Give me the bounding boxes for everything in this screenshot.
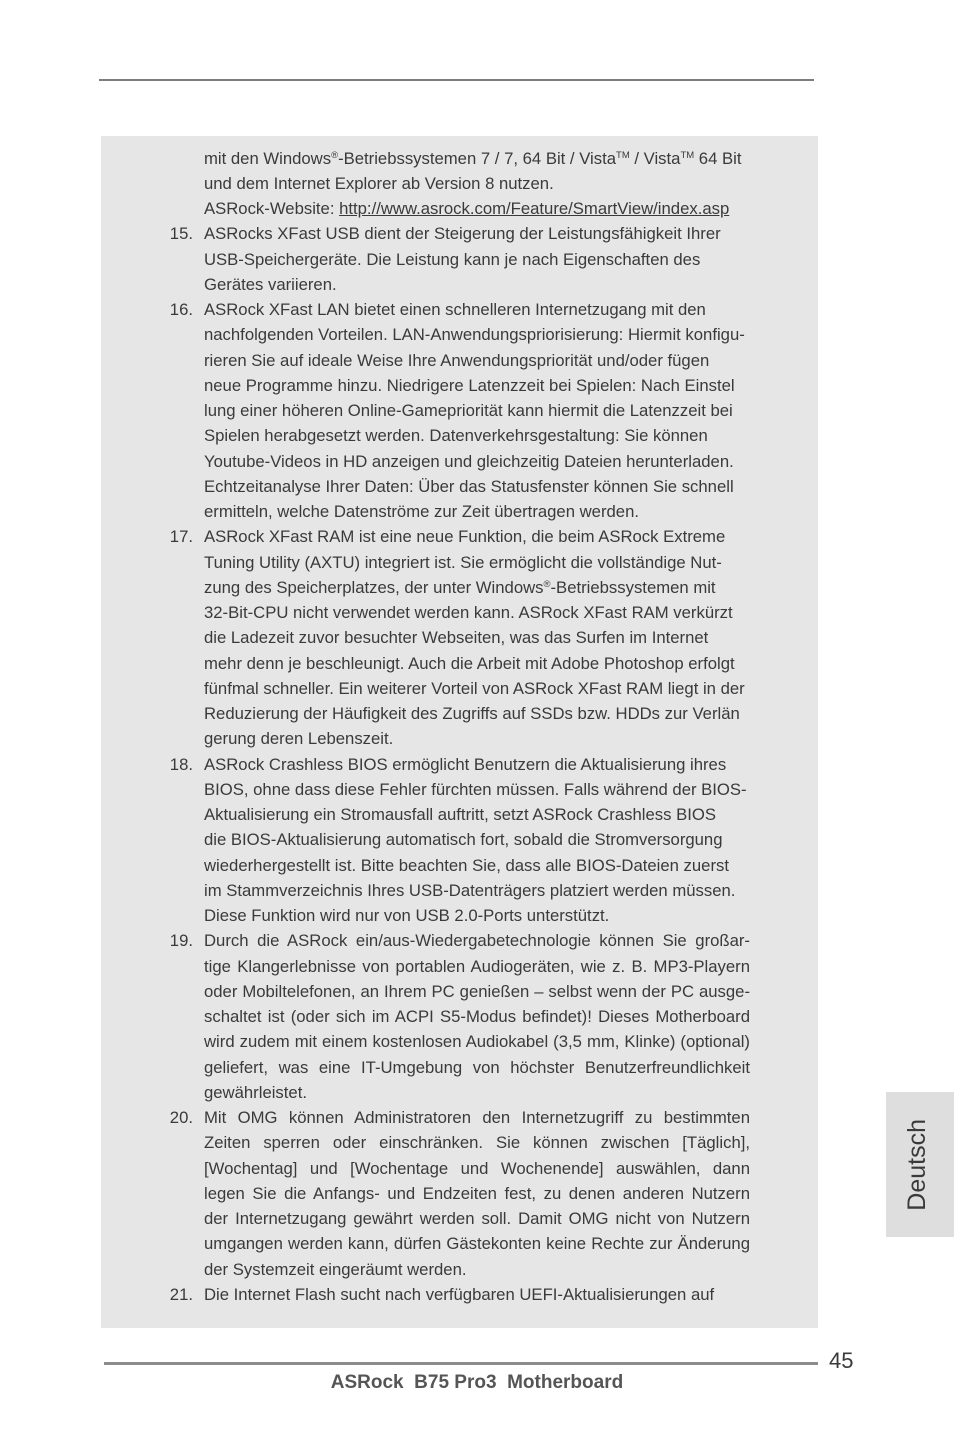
text-line xyxy=(204,928,750,953)
item-number: 18. xyxy=(169,754,193,774)
text-line xyxy=(204,979,750,1004)
text-line xyxy=(204,1080,750,1105)
text-line xyxy=(204,1029,750,1054)
list-item xyxy=(150,524,770,751)
trademark-mark: TM xyxy=(616,149,630,161)
list-item xyxy=(150,752,770,929)
content-panel xyxy=(101,136,818,1328)
text-run: im Stammverzeichnis Ihres USB-Datenträgers platziert werden müssen. xyxy=(204,880,736,900)
text-run: ASRock XFast LAN bietet einen schnelleren Internetzugang mit den xyxy=(204,300,706,319)
text-run: schaltet ist (oder sich im ACPI S5-Modus befindet)! Dieses Motherboard xyxy=(204,1007,750,1026)
text-line xyxy=(204,1231,750,1256)
text-line xyxy=(204,423,750,448)
item-number: 17. xyxy=(169,527,193,547)
item-text xyxy=(204,752,750,929)
text-line xyxy=(204,853,750,878)
text-run: BIOS, ohne dass diese Fehler fürchten müssen. Falls während der BIOS- xyxy=(204,779,747,799)
text-run: mit den Windows xyxy=(204,148,332,168)
text-line xyxy=(204,903,750,928)
text-line xyxy=(204,550,750,575)
text-line xyxy=(204,196,770,221)
text-line xyxy=(204,625,750,650)
text-run: oder Mobiltelefonen, an Ihrem PC genießen – selbst wenn der PC ausge- xyxy=(204,981,750,1001)
text-run: lung einer höheren Online-Gamepriorität kann hiermit die Latenzzeit bei xyxy=(204,401,733,420)
text-line xyxy=(204,322,750,347)
text-run: Aktualisierung ein Stromausfall auftritt, setzt ASRock Crashless BIOS xyxy=(204,805,716,824)
text-run: der Systemzeit eingeräumt werden. xyxy=(204,1259,467,1279)
text-run: Spielen herabgesetzt werden. Datenverkehrsgestaltung: Sie können xyxy=(204,426,708,446)
text-line xyxy=(204,171,770,196)
text-run: ASRocks XFast USB dient der Steigerung der Leistungsfähigkeit Ihrer xyxy=(204,224,721,244)
text-run: 32-Bit-CPU nicht verwendet werden kann. ASRock XFast RAM verkürzt xyxy=(204,603,733,622)
text-line xyxy=(204,600,750,625)
feature-list-content xyxy=(150,146,770,1308)
text-run: und dem Internet Explorer ab Version 8 nutzen. xyxy=(204,173,554,193)
text-run: ASRock XFast RAM ist eine neue Funktion, die beim ASRock Extreme xyxy=(204,527,726,547)
item-text xyxy=(204,928,750,1105)
text-line xyxy=(204,1257,750,1282)
text-run: Gerätes variieren. xyxy=(204,274,337,294)
text-line xyxy=(204,651,750,676)
text-line xyxy=(204,474,750,499)
text-line xyxy=(204,1004,750,1029)
text-run: die Ladezeit zuvor besuchter Webseiten, was das Surfen im Internet xyxy=(204,628,709,648)
text-run: tige Klangerlebnisse von portablen Audiogeräten, wie z. B. MP3-Playern xyxy=(204,956,750,976)
feature-list xyxy=(150,221,770,1307)
text-run: Durch die ASRock ein/aus-Wiedergabetechnologie können Sie großar- xyxy=(204,931,750,951)
item-text xyxy=(204,297,750,524)
trademark-mark: TM xyxy=(680,149,695,161)
text-run: 64 Bit xyxy=(694,148,742,168)
text-run: Die Internet Flash sucht nach verfügbaren UEFI-Aktualisierungen auf xyxy=(204,1284,715,1304)
text-line xyxy=(204,272,750,297)
text-run: wird zudem mit einem kostenlosen Audiokabel (3,5 mm, Klinke) (optional) xyxy=(204,1032,750,1052)
item-number: 21. xyxy=(169,1284,193,1304)
text-line xyxy=(204,1181,750,1206)
text-run: gewährleistet. xyxy=(204,1082,307,1102)
language-tab xyxy=(886,1092,954,1237)
text-line xyxy=(204,802,750,827)
text-line xyxy=(204,499,750,524)
text-run: [Wochentag] und [Wochentage und Wochenende] auswählen, dann xyxy=(204,1158,750,1178)
website-link[interactable]: http://www.asrock.com/Feature/SmartView/index.asp xyxy=(339,199,730,218)
text-line xyxy=(204,1130,750,1155)
text-run: zung des Speicherplatzes, der unter Windows xyxy=(204,577,544,597)
text-run: / Vista xyxy=(629,148,681,168)
text-line xyxy=(204,221,750,246)
text-run: ermitteln, welche Datenströme zur Zeit übertragen werden. xyxy=(204,502,639,521)
text-line xyxy=(204,726,750,751)
text-line xyxy=(204,752,750,777)
text-line xyxy=(204,1105,750,1130)
text-run: Echtzeitanalyse Ihrer Daten: Über das Statusfenster können Sie schnell xyxy=(204,476,734,496)
text-run: legen Sie die Anfangs- und Endzeiten fest, zu denen anderen Nutzern xyxy=(204,1183,750,1203)
page-number: 45 xyxy=(829,1348,854,1373)
text-line xyxy=(204,373,750,398)
text-line xyxy=(204,348,750,373)
text-run: gerung deren Lebenszeit. xyxy=(204,729,394,749)
text-run: Tuning Utility (AXTU) integriert ist. Sie ermöglicht die vollständige Nut- xyxy=(204,552,722,572)
item-text xyxy=(204,1105,750,1282)
text-line xyxy=(204,954,750,979)
text-line xyxy=(204,701,750,726)
continued-item-text xyxy=(150,146,770,222)
registered-mark: ® xyxy=(543,578,551,590)
text-run: Mit OMG können Administratoren den Internetzugriff zu bestimmten xyxy=(204,1108,750,1127)
text-line xyxy=(204,146,770,171)
text-run: mehr denn je beschleunigt. Auch die Arbeit mit Adobe Photoshop erfolgt xyxy=(204,653,735,673)
text-line xyxy=(204,297,750,322)
registered-mark: ® xyxy=(331,149,339,161)
text-run: wiederhergestellt ist. Bitte beachten Sie, dass alle BIOS-Dateien zuerst xyxy=(204,855,729,875)
text-line xyxy=(204,827,750,852)
text-line xyxy=(204,1055,750,1080)
text-line xyxy=(204,1156,750,1181)
list-item xyxy=(150,928,770,1105)
text-run: Reduzierung der Häufigkeit des Zugriffs auf SSDs bzw. HDDs zur Verlän xyxy=(204,704,740,723)
header-rule xyxy=(99,79,814,81)
item-number: 19. xyxy=(169,931,193,951)
list-item xyxy=(150,297,770,524)
text-line xyxy=(204,1282,750,1307)
text-run: nachfolgenden Vorteilen. LAN-Anwendungspriorisierung: Hiermit konfigu- xyxy=(204,325,745,345)
text-run: neue Programme hinzu. Niedrigere Latenzzeit bei Spielen: Nach Einstel xyxy=(204,375,735,395)
item-text xyxy=(204,221,750,297)
footer-rule xyxy=(104,1362,818,1365)
text-line xyxy=(204,878,750,903)
text-run: die BIOS-Aktualisierung automatisch fort, sobald die Stromversorgung xyxy=(204,830,723,850)
text-run: Zeiten sperren oder einschränken. Sie können zwischen [Täglich], xyxy=(204,1133,750,1153)
text-line xyxy=(204,777,750,802)
text-run: rieren Sie auf ideale Weise Ihre Anwendungspriorität und/oder fügen xyxy=(204,350,710,370)
text-run: umgangen werden kann, dürfen Gästekonten keine Rechte zur Änderung xyxy=(204,1234,750,1254)
text-line xyxy=(204,449,750,474)
text-run: der Internetzugang gewährt werden soll. Damit OMG nicht von Nutzern xyxy=(204,1209,750,1228)
item-number: 15. xyxy=(169,224,193,244)
text-run: Youtube-Videos in HD anzeigen und gleichzeitig Dateien herunterladen. xyxy=(204,451,734,471)
item-text xyxy=(204,1282,750,1307)
item-number: 20. xyxy=(169,1108,193,1127)
text-line xyxy=(204,575,750,600)
list-item xyxy=(150,221,770,297)
list-item xyxy=(150,1282,770,1307)
text-line xyxy=(204,676,750,701)
text-run: geliefert, was eine IT-Umgebung von höchster Benutzerfreundlichkeit xyxy=(204,1057,750,1077)
text-run: ASRock-Website: xyxy=(204,199,340,218)
text-line xyxy=(204,1206,750,1231)
language-tab-label: Deutsch xyxy=(902,1118,931,1211)
item-number: 16. xyxy=(169,300,193,319)
footer-title: ASRock B75 Pro3 Motherboard xyxy=(330,1372,624,1393)
text-line xyxy=(204,524,750,549)
text-line xyxy=(204,247,750,272)
text-run: USB-Speichergeräte. Die Leistung kann je nach Eigenschaften des xyxy=(204,249,701,269)
text-run: -Betriebssystemen 7 / 7, 64 Bit / Vista xyxy=(338,148,617,168)
text-run: ASRock Crashless BIOS ermöglicht Benutzern die Aktualisierung ihres xyxy=(204,754,727,774)
text-run: Diese Funktion wird nur von USB 2.0-Ports unterstützt. xyxy=(204,906,610,925)
text-run: fünfmal schneller. Ein weiterer Vorteil von ASRock XFast RAM liegt in der xyxy=(204,678,745,698)
text-run: -Betriebssystemen mit xyxy=(550,577,716,597)
text-line xyxy=(204,398,750,423)
item-text xyxy=(204,524,750,751)
list-item xyxy=(150,1105,770,1282)
